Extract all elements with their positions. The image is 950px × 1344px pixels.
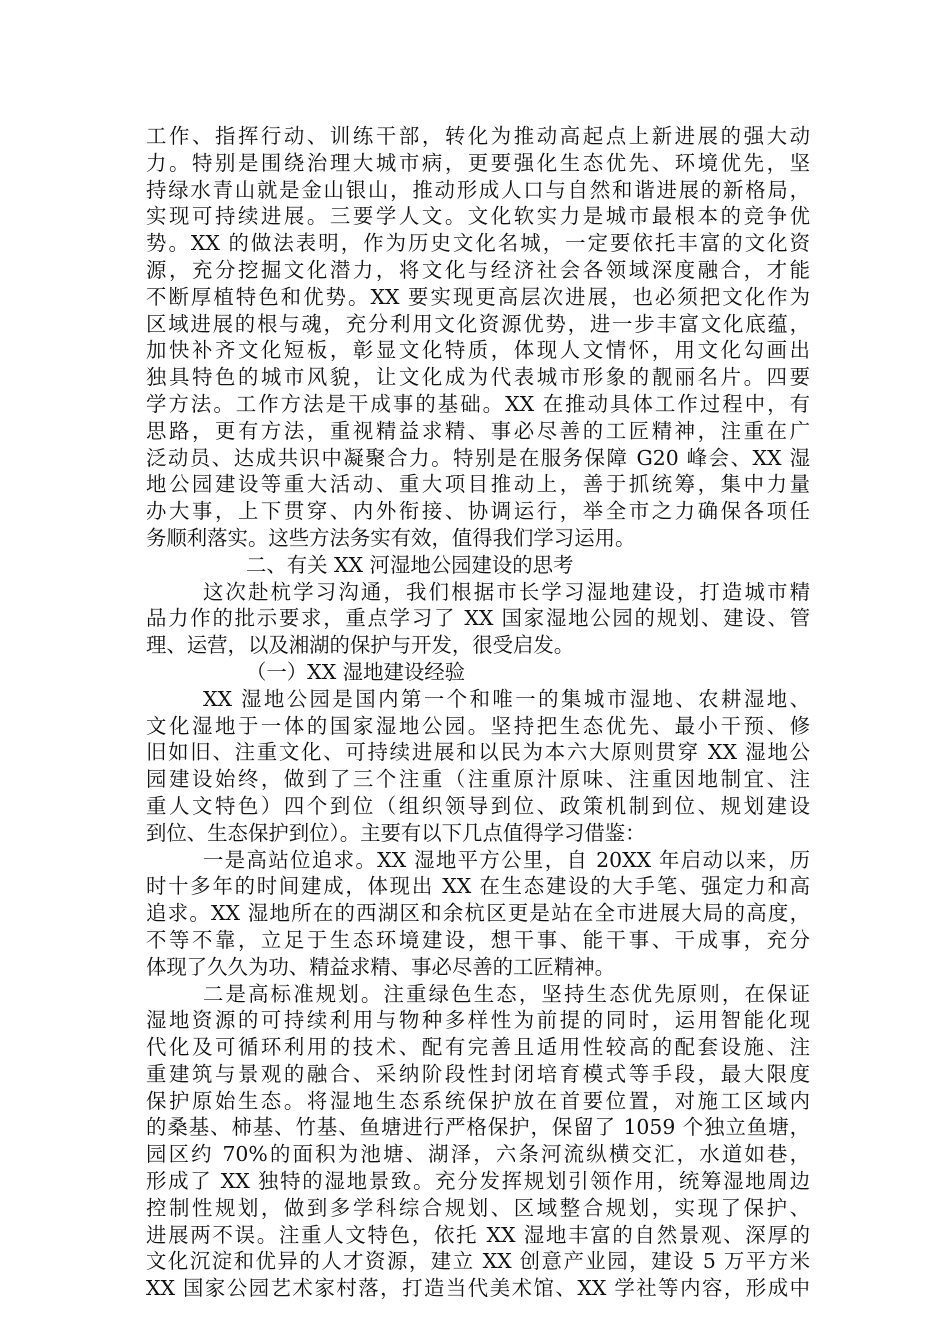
text-line: 理、运营，以及湘湖的保护与开发，很受启发。 [146,633,575,658]
text-line: 进展两不误。注重人文特色，依托 XX 湿地丰富的自然景观、深厚的 [146,1222,810,1247]
text-line: 思路，更有方法，重视精益求精、事必尽善的工匠精神，注重在广 [146,418,810,443]
text-line: 的桑基、柿基、竹基、鱼塘进行严格保护，保留了 1059 个独立鱼塘， [146,1115,810,1140]
text-line: 体现了久久为功、精益求精、事必尽善的工匠精神。 [146,954,615,979]
text-line: 品力作的批示要求，重点学习了 XX 国家湿地公园的规划、建设、管 [146,606,810,631]
text-line: 保护原始生态。将湿地生态系统保护放在首要位置，对施工区域内 [146,1088,810,1113]
text-line: 重建筑与景观的融合、采纳阶段性封闭培育模式等手段，最大限度 [146,1061,810,1086]
text-line: 园建设始终，做到了三个注重（注重原汁原味、注重因地制宜、注 [146,767,810,792]
text-line: 实现可持续进展。三要学人文。文化软实力是城市最根本的竞争优 [146,204,810,229]
text-line: 形成了 XX 独特的湿地景致。充分发挥规划引领作用，统筹湿地周边 [146,1169,810,1194]
text-line: 园区约 70%的面积为池塘、湖泽，六条河流纵横交汇，水道如巷， [146,1142,810,1167]
text-line: 不断厚植特色和优势。XX 要实现更高层次进展，也必须把文化作为 [146,284,810,309]
text-line: 时十多年的时间建成，体现出 XX 在生态建设的大手笔、强定力和高 [146,874,810,899]
text-line: 控制性规划，做到多学科综合规划、区域整合规划，实现了保护、 [146,1195,810,1220]
text-line: 二、有关 XX 河湿地公园建设的思考 [246,552,574,577]
text-line: 不等不靠，立足于生态环境建设，想干事、能干事、干成事，充分 [146,927,810,952]
text-line: 旧如旧、注重文化、可持续进展和以民为本六大原则贯穿 XX 湿地公 [146,740,810,765]
text-line: 到位、生态保护到位）。主要有以下几点值得学习借鉴： [146,820,646,845]
text-line: 势。XX 的做法表明，作为历史文化名城，一定要依托丰富的文化资 [146,231,810,256]
text-line: 泛动员、达成共识中凝聚合力。特别是在服务保障 G20 峰会、XX 湿 [146,445,810,470]
text-line: （一）XX 湿地建设经验 [246,659,466,684]
text-line: 追求。XX 湿地所在的西湖区和余杭区更是站在全市进展大局的高度， [146,901,810,926]
text-line: 持绿水青山就是金山银山，推动形成人口与自然和谐进展的新格局， [146,177,810,202]
text-line: 文化湿地于一体的国家湿地公园。坚持把生态优先、最小干预、修 [146,713,810,738]
text-line: XX 湿地公园是国内第一个和唯一的集城市湿地、农耕湿地、 [203,686,810,711]
text-line: 一是高站位追求。XX 湿地平方公里，自 20XX 年启动以来，历 [203,847,810,872]
text-line: 这次赴杭学习沟通，我们根据市长学习湿地建设，打造城市精 [203,579,810,604]
document-page [146,123,810,1302]
text-line: 文化沉淀和优异的人才资源，建立 XX 创意产业园，建设 5 万平方米 [146,1249,810,1274]
text-line: 二是高标准规划。注重绿色生态，坚持生态优先原则，在保证 [203,981,810,1006]
text-line: 地公园建设等重大活动、重大项目推动上，善于抓统筹，集中力量 [146,472,810,497]
text-line: 湿地资源的可持续利用与物种多样性为前提的同时，运用智能化现 [146,1008,810,1033]
text-line: 区域进展的根与魂，充分利用文化资源优势，进一步丰富文化底蕴， [146,311,810,336]
text-line: 源，充分挖掘文化潜力，将文化与经济社会各领域深度融合，才能 [146,257,810,282]
text-line: XX 国家公园艺术家村落，打造当代美术馆、XX 学社等内容，形成中 [146,1276,810,1301]
text-line: 重人文特色）四个到位（组织领导到位、政策机制到位、规划建设 [146,793,810,818]
text-line: 独具特色的城市风貌，让文化成为代表城市形象的靓丽名片。四要 [146,365,810,390]
text-line: 办大事，上下贯穿、内外衔接、协调运行，举全市之力确保各项任 [146,499,810,524]
text-line: 学方法。工作方法是干成事的基础。XX 在推动具体工作过程中，有 [146,391,810,416]
text-line: 务顺利落实。这些方法务实有效，值得我们学习运用。 [146,525,636,550]
text-line: 加快补齐文化短板，彰显文化特质，体现人文情怀，用文化勾画出 [146,338,810,363]
text-line: 力。特别是围绕治理大城市病，更要强化生态优先、环境优先，坚 [146,150,810,175]
text-line: 工作、指挥行动、训练干部，转化为推动高起点上新进展的强大动 [146,124,810,148]
text-line: 代化及可循环利用的技术、配有完善且适用性较高的配套设施、注 [146,1035,810,1060]
